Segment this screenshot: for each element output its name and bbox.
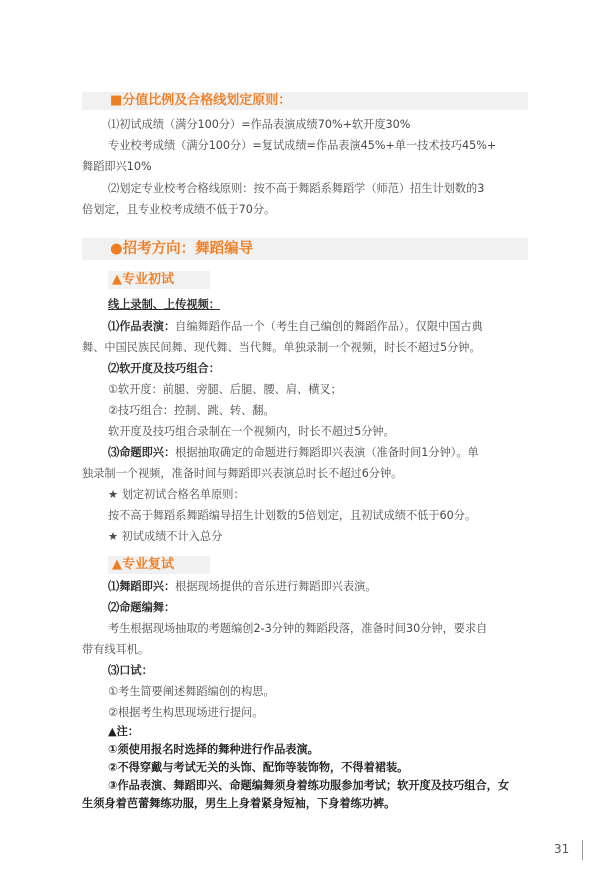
first-item-1-text: 自编舞蹈作品一个（考生自己编创的舞蹈作品）。仅限中国古典 bbox=[175, 320, 483, 333]
note-heading: ▲注： bbox=[108, 725, 139, 738]
tab-first-exam: ▲专业初试 bbox=[108, 271, 210, 289]
second-item-2-text: 考生根据现场抽取的考题编创2-3分钟的舞蹈段落，准备时间30分钟，要求自 bbox=[108, 622, 488, 635]
note-3: ③作品表演、舞蹈即兴、命题编舞须身着练功服参加考试；软开度及技巧组合，女 bbox=[108, 779, 510, 792]
section-title-score-ratio: ■分值比例及合格线划定原则： bbox=[82, 92, 528, 110]
second-item-3-b: ②根据考生构思现场进行提问。 bbox=[108, 706, 264, 719]
star-not-counted: ★ 初试成绩不计入总分 bbox=[108, 530, 223, 543]
first-item-2-label: ⑵软开度及技巧组合： bbox=[108, 362, 220, 375]
note-2: ②不得穿戴与考试无关的头饰、配饰等装饰物，不得着裙装。 bbox=[108, 761, 409, 774]
second-item-2-label: ⑵命题编舞： bbox=[108, 601, 176, 614]
score-line-4: ⑵划定专业校考合格线原则：按不高于舞蹈系舞蹈学（师范）招生计划数的3 bbox=[108, 182, 485, 195]
score-line-2: 专业校考成绩（满分100分）=复试成绩=作品表演45%+单一技术技巧45%+ bbox=[108, 139, 497, 152]
first-item-1 bbox=[108, 320, 483, 334]
first-item-2-c: 软开度及技巧组合录制在一个视频内，时长不超过5分钟。 bbox=[108, 425, 395, 438]
first-item-3 bbox=[108, 446, 479, 460]
page-number-divider bbox=[582, 840, 583, 860]
page-number: 31 bbox=[554, 842, 570, 856]
second-item-3-label: ⑶口试： bbox=[108, 664, 153, 677]
second-item-1-text: 根据现场提供的音乐进行舞蹈即兴表演。 bbox=[175, 580, 377, 593]
first-item-2-a: ①软开度：前腿、旁腿、后腿、腰、肩、横叉； bbox=[108, 383, 342, 396]
tab-second-exam: ▲专业复试 bbox=[108, 556, 210, 574]
note-1: ①须使用报名时选择的舞种进行作品表演。 bbox=[108, 743, 319, 756]
section-title-direction: ●招考方向：舞蹈编导 bbox=[82, 238, 528, 260]
note-3-cont: 生须身着芭蕾舞练功服，男生上身着紧身短袖，下身着练功裤。 bbox=[82, 797, 396, 810]
online-heading: 线上录制、上传视频： bbox=[108, 298, 220, 311]
score-line-3: 舞蹈即兴10% bbox=[82, 160, 152, 173]
second-item-1-label: ⑴舞蹈即兴： bbox=[108, 580, 176, 593]
star-rule-heading: ★ 划定初试合格名单原则： bbox=[108, 488, 245, 501]
second-item-1 bbox=[108, 580, 377, 594]
first-item-3-cont: 独录制一个视频，准备时间与舞蹈即兴表演总时长不超过6分钟。 bbox=[82, 467, 403, 480]
score-line-5: 倍划定，且专业校考成绩不低于70分。 bbox=[82, 203, 276, 216]
first-item-3-text: 根据抽取确定的命题进行舞蹈即兴表演（准备时间1分钟）。单 bbox=[175, 446, 479, 459]
first-item-1-cont: 舞、中国民族民间舞、现代舞、当代舞。单独录制一个视频，时长不超过5分钟。 bbox=[82, 341, 481, 354]
first-item-1-label: ⑴作品表演： bbox=[108, 320, 176, 333]
star-rule-text: 按不高于舞蹈系舞蹈编导招生计划数的5倍划定，且初试成绩不低于60分。 bbox=[108, 509, 477, 522]
first-item-3-label: ⑶命题即兴： bbox=[108, 446, 176, 459]
second-item-2-cont: 带有线耳机。 bbox=[82, 643, 150, 656]
score-line-1: ⑴初试成绩（满分100分）=作品表演成绩70%+软开度30% bbox=[108, 118, 411, 131]
second-item-3-a: ①考生简要阐述舞蹈编创的构思。 bbox=[108, 685, 275, 698]
first-item-2-b: ②技巧组合：控制、跳、转、翻。 bbox=[108, 404, 275, 417]
